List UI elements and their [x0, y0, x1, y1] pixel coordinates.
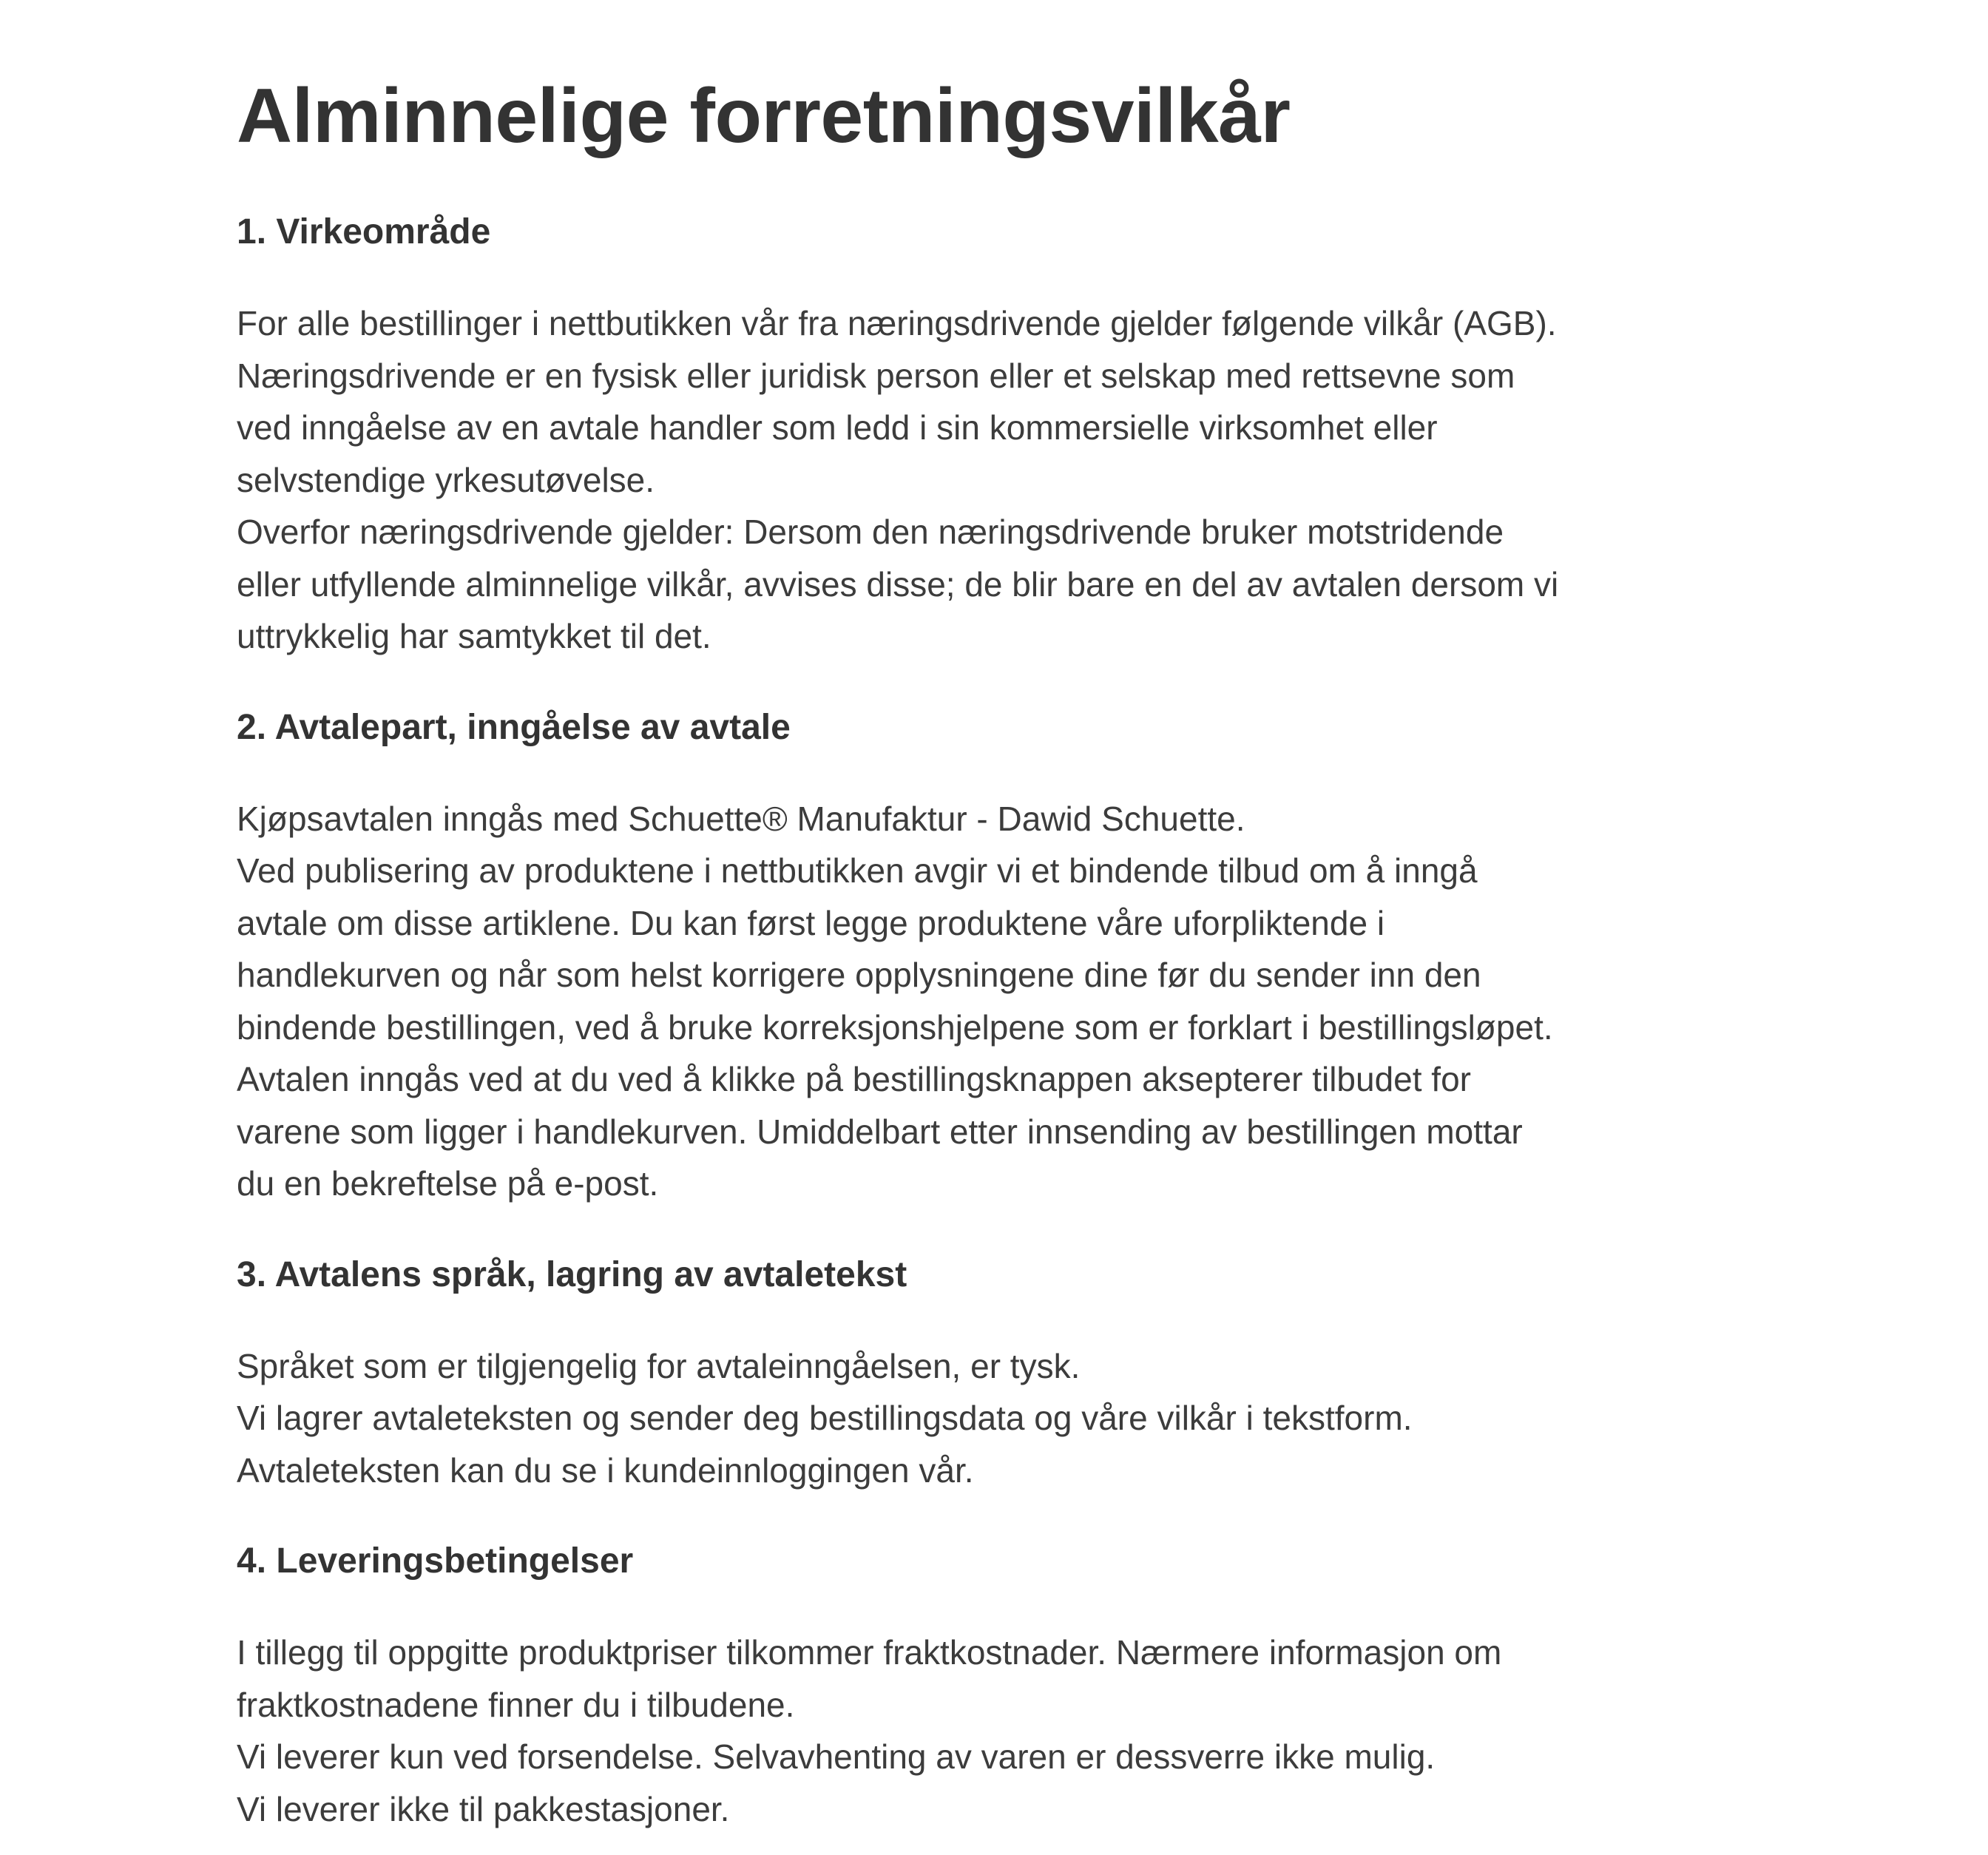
section-heading: 2. Avtalepart, inngåelse av avtale: [237, 707, 791, 747]
text-line: selvstendige yrkesutøvelse.: [237, 460, 655, 499]
text-line: Vi leverer kun ved forsendelse. Selvavhenting av varen er dessverre ikke mulig.: [237, 1737, 1436, 1776]
text-line: Kjøpsavtalen inngås med Schuette® Manufaktur - Dawid Schuette.: [237, 799, 1245, 838]
section-body: [237, 297, 1819, 663]
text-line: handlekurven og når som helst korrigere opplysningene dine før du sender inn den: [237, 956, 1481, 994]
section-heading: 1. Virkeområde: [237, 212, 491, 251]
section-heading: 3. Avtalens språk, lagring av avtaletekst: [237, 1254, 907, 1294]
text-line: Avtalen inngås ved at du ved å klikke på bestillingsknappen aksepterer tilbudet for: [237, 1060, 1471, 1098]
text-line: I tillegg til oppgitte produktpriser tilkommer fraktkostnader. Nærmere informasjon om: [237, 1633, 1502, 1672]
section-body: [237, 1626, 1819, 1835]
section-heading: 4. Leveringsbetingelser: [237, 1541, 634, 1581]
section-contract-language: [237, 1249, 1819, 1497]
text-line: varene som ligger i handlekurven. Umiddelbart etter innsending av bestillingen mottar: [237, 1112, 1523, 1151]
page-title: Alminnelige forretningsvilkår: [237, 73, 1291, 159]
text-line: eller utfyllende alminnelige vilkår, avvises disse; de blir bare en del av avtalen dersom vi: [237, 564, 1559, 604]
text-line: fraktkostnadene finner du i tilbudene.: [237, 1685, 795, 1724]
text-line: Næringsdrivende er en fysisk eller juridisk person eller et selskap med rettsevne som: [237, 356, 1515, 395]
text-line: Overfor næringsdrivende gjelder: Dersom den næringsdrivende bruker motstridende: [237, 513, 1504, 551]
section-delivery-terms: [237, 1535, 1819, 1835]
text-line: For alle bestillinger i nettbutikken vår fra næringsdrivende gjelder følgende vilkår (AGB).: [237, 304, 1557, 342]
text-line: bindende bestillingen, ved å bruke korreksjonshjelpene som er forklart i bestillingsløpet.: [237, 1007, 1553, 1047]
section-body: [237, 793, 1819, 1210]
text-line: Vi leverer ikke til pakkestasjoner.: [237, 1789, 730, 1828]
text-line: Språket som er tilgjengelig for avtaleinngåelsen, er tysk.: [237, 1346, 1081, 1385]
text-line: Avtaleteksten kan du se i kundeinnloggingen vår.: [237, 1450, 974, 1490]
text-line: uttrykkelig har samtykket til det.: [237, 617, 711, 655]
terms-document: [237, 68, 1819, 1835]
text-line: Vi lagrer avtaleteksten og sender deg bestillingsdata og våre vilkår i tekstform.: [237, 1399, 1413, 1437]
section-body: [237, 1340, 1819, 1497]
section-scope: [237, 206, 1819, 663]
section-contract-party: [237, 702, 1819, 1210]
text-line: Ved publisering av produktene i nettbutikken avgir vi et bindende tilbud om å inngå: [237, 851, 1478, 890]
text-line: avtale om disse artiklene. Du kan først legge produktene våre uforpliktende i: [237, 903, 1385, 942]
text-line: du en bekreftelse på e-post.: [237, 1164, 659, 1203]
text-line: ved inngåelse av en avtale handler som ledd i sin kommersielle virksomhet eller: [237, 408, 1438, 447]
